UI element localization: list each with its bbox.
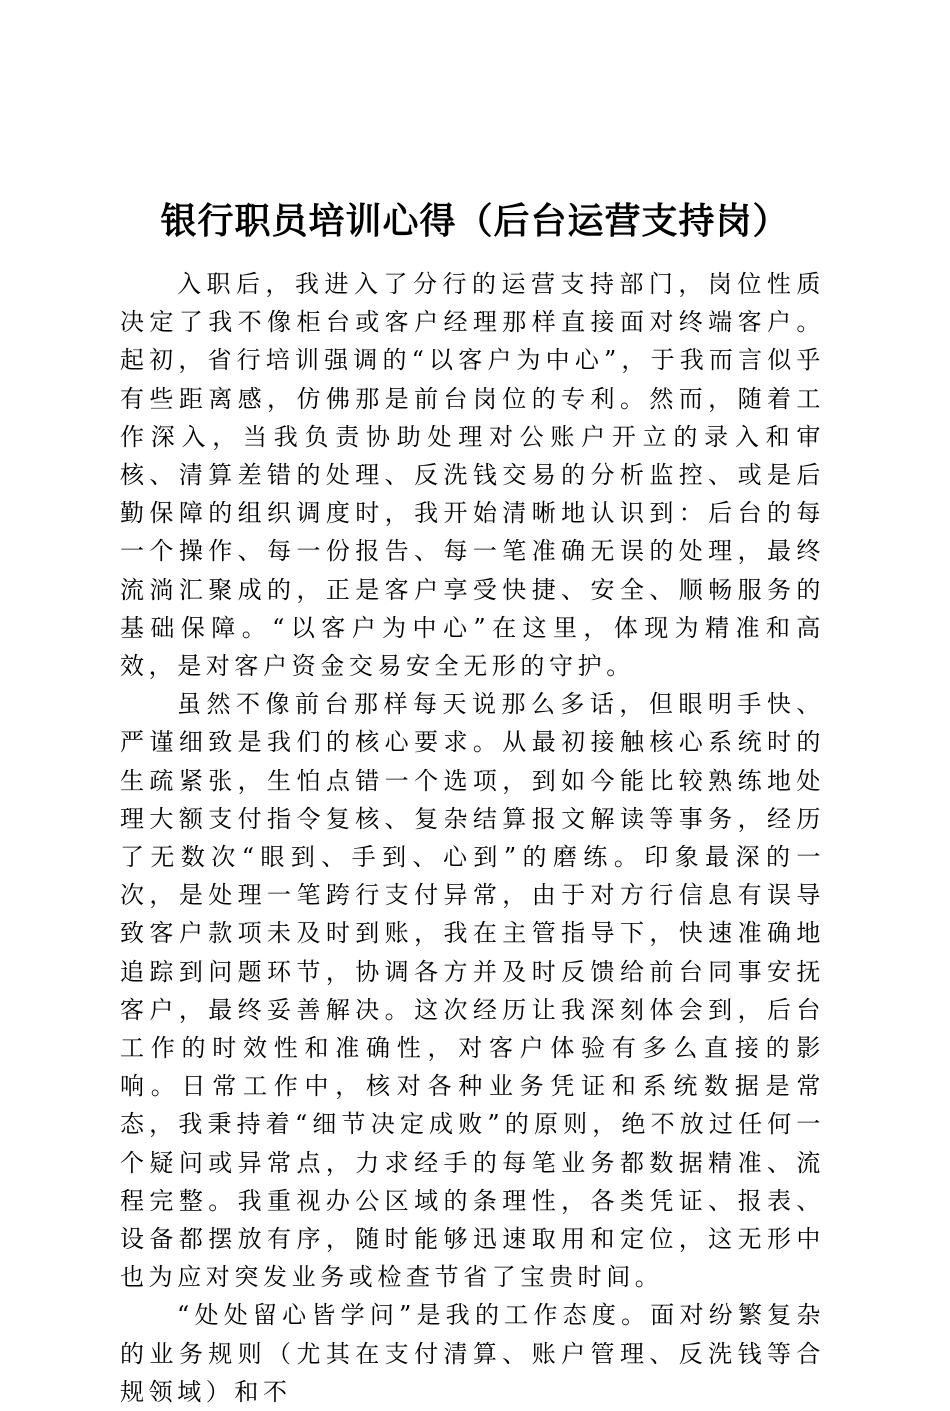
document-title: 银行职员培训心得（后台运营支持岗）	[160, 201, 790, 242]
document-body	[120, 265, 825, 1411]
paragraph-2: 虽然不像前台那样每天说那么多话，但眼明手快、严谨细致是我们的核心要求。从最初接触核心系统时的生疏紧张，生怕点错一个选项，到如今能比较熟练地处理大额支付指令复核、复杂结算报文解读等事务，经历了无数次“眼到、手到、心到”的磨练。印象最深的一次，是处理一笔跨行支付异常，由于对方行信息有误导致客户款项未及时到账，我在主管指导下，快速准确地追踪到问题环节，协调各方并及时反馈给前台同事安抚客户，最终妥善解决。这次经历让我深刻体会到，后台工作的时效性和准确性，对客户体验有多么直接的影响。日常工作中，核对各种业务凭证和系统数据是常态，我秉持着“细节决定成败”的原则，绝不放过任何一个疑问或异常点，力求经手的每笔业务都数据精准、流程完整。我重视办公区域的条理性，各类凭证、报表、设备都摆放有序，随时能够迅速取用和定位，这无形中也为应对突发业务或检查节省了宝贵时间。	[120, 690, 825, 1292]
paragraph-1: 入职后，我进入了分行的运营支持部门，岗位性质决定了我不像柜台或客户经理那样直接面对终端客户。起初，省行培训强调的“以客户为中心”，于我而言似乎有些距离感，仿佛那是前台岗位的专利。然而，随着工作深入，当我负责协助处理对公账户开立的录入和审核、清算差错的处理、反洗钱交易的分析监控、或是后勤保障的组织调度时，我开始清晰地认识到：后台的每一个操作、每一份报告、每一笔准确无误的处理，最终流淌汇聚成的，正是客户享受快捷、安全、顺畅服务的基础保障。“以客户为中心”在这里，体现为精准和高效，是对客户资金交易安全无形的守护。	[120, 270, 825, 681]
paragraph-3: “处处留心皆学问”是我的工作态度。面对纷繁复杂的业务规则（尤其在支付清算、账户管理、反洗钱等合规领域）和不	[120, 1301, 825, 1406]
